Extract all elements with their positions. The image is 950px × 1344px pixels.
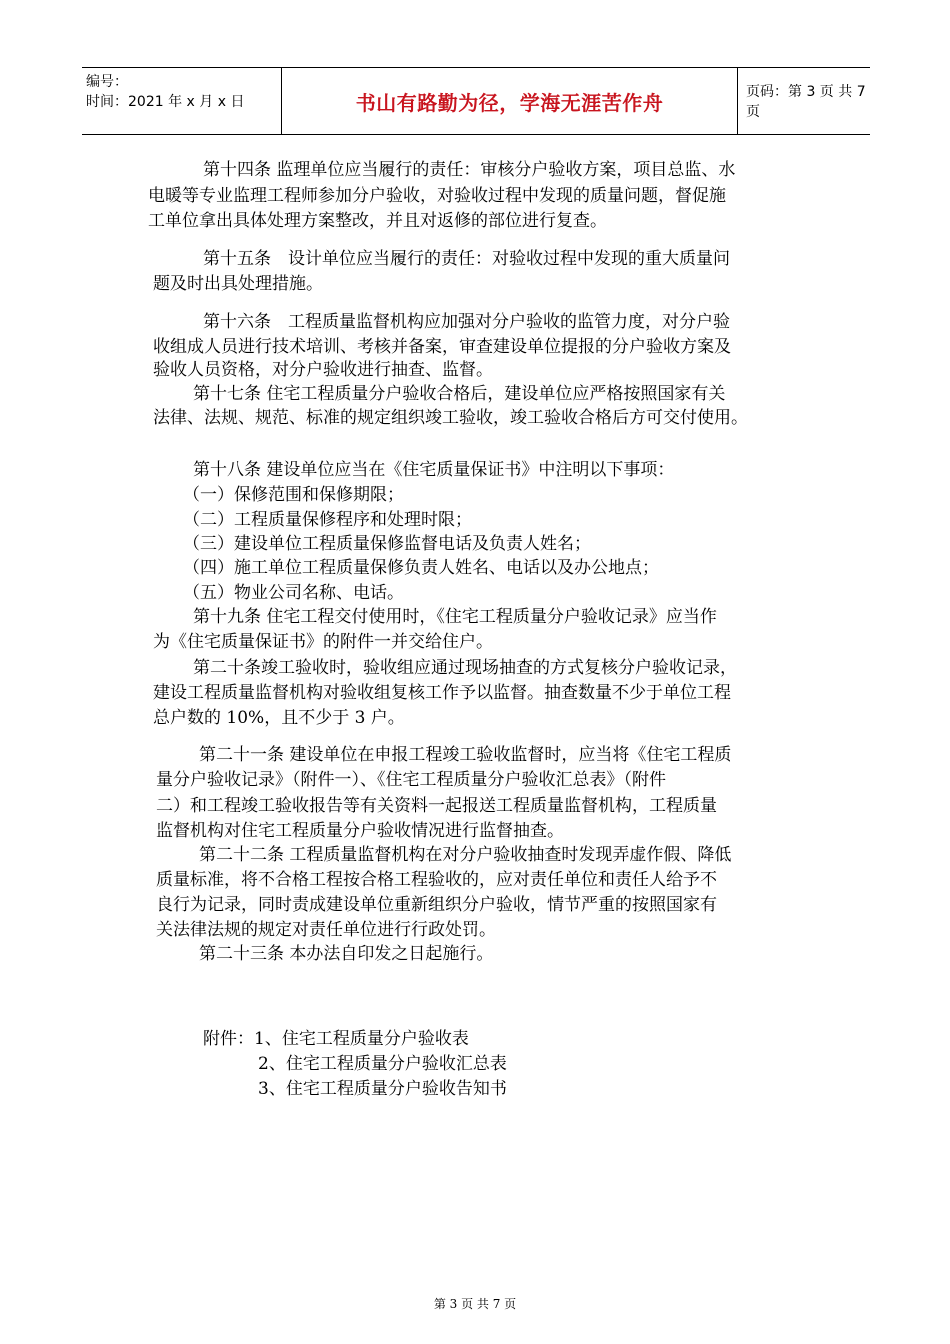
article-20-line-1: 第二十条竣工验收时，验收组应通过现场抽查的方式复核分户验收记录， bbox=[193, 658, 737, 678]
article-18-item-4: （四）施工单位工程质量保修负责人姓名、电话以及办公地点； bbox=[183, 558, 659, 578]
document-date: 时间：2021 年 x 月 x 日 bbox=[86, 94, 245, 110]
article-18-item-5: （五）物业公司名称、电话。 bbox=[183, 583, 404, 603]
article-18-line-1: 第十八条 建设单位应当在《住宅质量保证书》中注明以下事项： bbox=[193, 460, 675, 480]
article-21-line-2: 量分户验收记录》（附件一）、《住宅工程质量分户验收汇总表》（附件 bbox=[156, 770, 666, 790]
document-number: 编号： bbox=[86, 74, 128, 90]
article-21-line-4: 监督机构对住宅工程质量分户验收情况进行监督抽查。 bbox=[156, 821, 564, 841]
article-18-item-3: （三）建设单位工程质量保修监督电话及负责人姓名； bbox=[183, 534, 591, 554]
article-23-line-1: 第二十三条 本办法自印发之日起施行。 bbox=[199, 944, 494, 964]
article-22-line-4: 关法律法规的规定对责任单位进行行政处罚。 bbox=[156, 920, 496, 940]
article-16-line-3: 验收人员资格，对分户验收进行抽查、监督。 bbox=[153, 360, 493, 380]
header-page-number: 页码：第 3 页 共 7 页 bbox=[746, 84, 866, 120]
attachment-1: 附件：1、住宅工程质量分户验收表 bbox=[203, 1029, 469, 1049]
article-19-line-1: 第十九条 住宅工程交付使用时，《住宅工程质量分户验收记录》应当作 bbox=[193, 607, 717, 627]
article-21-line-1: 第二十一条 建设单位在申报工程竣工验收监督时，应当将《住宅工程质 bbox=[199, 745, 732, 765]
page-footer: 第 3 页 共 7 页 bbox=[433, 1297, 517, 1311]
article-14-line-1: 第十四条 监理单位应当履行的责任：审核分户验收方案，项目总监、水 bbox=[203, 160, 736, 180]
article-16-line-1: 第十六条 工程质量监督机构应加强对分户验收的监管力度，对分户验 bbox=[203, 312, 730, 332]
article-17-line-2: 法律、法规、规范、标准的规定组织竣工验收，竣工验收合格后方可交付使用。 bbox=[153, 408, 748, 428]
article-18-item-1: （一）保修范围和保修期限； bbox=[183, 485, 404, 505]
article-20-line-2: 建设工程质量监督机构对验收组复核工作予以监督。抽查数量不少于单位工程 bbox=[153, 683, 731, 703]
article-15-line-1: 第十五条 设计单位应当履行的责任：对验收过程中发现的重大质量问 bbox=[203, 249, 730, 269]
article-16-line-2: 收组成人员进行技术培训、考核并备案，审查建设单位提报的分户验收方案及 bbox=[153, 337, 731, 357]
header-motto: 书山有路勤为径，学海无涯苦作舟 bbox=[282, 68, 738, 134]
article-22-line-1: 第二十二条 工程质量监督机构在对分户验收抽查时发现弄虚作假、降低 bbox=[199, 845, 732, 865]
article-19-line-2: 为《住宅质量保证书》的附件一并交给住户。 bbox=[153, 632, 493, 652]
article-14-line-3: 工单位拿出具体处理方案整改，并且对返修的部位进行复查。 bbox=[148, 211, 607, 231]
article-17-line-1: 第十七条 住宅工程质量分户验收合格后，建设单位应严格按照国家有关 bbox=[193, 384, 726, 404]
attachment-2: 2、住宅工程质量分户验收汇总表 bbox=[258, 1054, 507, 1074]
header-meta bbox=[82, 68, 282, 134]
article-22-line-2: 质量标准，将不合格工程按合格工程验收的，应对责任单位和责任人给予不 bbox=[156, 870, 717, 890]
article-20-line-3: 总户数的 10%，且不少于 3 户。 bbox=[153, 708, 405, 728]
attachment-3: 3、住宅工程质量分户验收告知书 bbox=[258, 1079, 507, 1099]
article-14-line-2: 电暖等专业监理工程师参加分户验收，对验收过程中发现的质量问题，督促施 bbox=[148, 186, 726, 206]
page-header bbox=[82, 67, 870, 135]
article-18-item-2: （二）工程质量保修程序和处理时限； bbox=[183, 510, 472, 530]
article-15-line-2: 题及时出具处理措施。 bbox=[153, 274, 323, 294]
article-22-line-3: 良行为记录，同时责成建设单位重新组织分户验收，情节严重的按照国家有 bbox=[156, 895, 717, 915]
article-21-line-3: 二）和工程竣工验收报告等有关资料一起报送工程质量监督机构，工程质量 bbox=[156, 796, 717, 816]
